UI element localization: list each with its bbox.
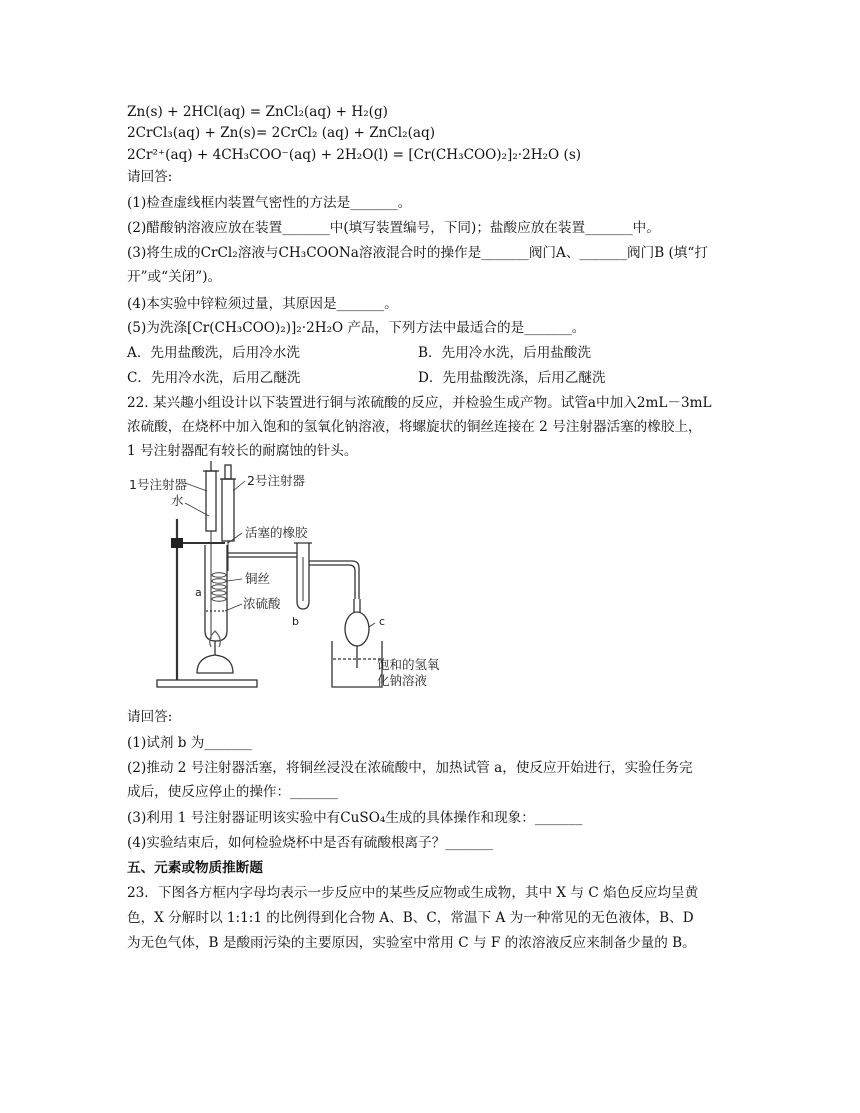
section-heading: 五、元素或物质推断题 [127,860,263,876]
q22-stem-line1: 22. 某兴趣小组设计以下装置进行铜与浓硫酸的反应，并检验生成产物。试管a中加入2mL－3mL [127,395,712,411]
equation-crcl3-zn: 2CrCl₃(aq) + Zn(s)= 2CrCl₂ (aq) + ZnCl₂(aq) [127,125,436,141]
q22-part4: (4)实验结束后，如何检验烧杯中是否有硫酸根离子？_______ [127,835,493,851]
q21-option-a: A．先用盐酸洗，后用冷水洗 [127,345,300,361]
q22-prompt: 请回答: [127,709,173,725]
figure-label-copper: 铜丝 [245,571,271,586]
q23-stem-line2: 色，X 分解时以 1:1:1 的比例得到化合物 A、B、C，常温下 A 为一种常见的无色液体，B、D [127,910,694,926]
q21-prompt: 请回答: [127,169,173,185]
q23-stem-line3: 为无色气体，B 是酸雨污染的主要原因，实验室中常用 C 与 F 的浓溶液反应来制备少量的 B。 [127,935,696,951]
q21-option-c: C．先用冷水洗，后用乙醚洗 [127,370,301,386]
figure-label-naoh-line2: 化钠溶液 [377,673,428,688]
figure-label-naoh-line1: 饱和的氢氧 [377,657,440,672]
figure-label-a: a [195,586,202,599]
figure-label-rubber: 活塞的橡胶 [245,525,308,540]
equation-chromium-acetate: 2Cr²⁺(aq) + 4CH₃COO⁻(aq) + 2H₂O(l) = [Cr(CH₃COO)₂]₂·2H₂O (s) [127,147,582,163]
figure-label-b: b [292,615,299,628]
q21-part5: (5)为洗涤[Cr(CH₃COO)₂)]₂·2H₂O 产品，下列方法中最适合的是_______。 [127,320,586,336]
figure-label-water: 水 [171,493,184,508]
figure-label-syringe1: 1号注射器 [129,477,187,492]
q21-option-d: D．先用盐酸洗涤，后用乙醚洗 [418,370,606,386]
q22-part2b: 成后，使反应停止的操作：_______ [127,784,338,800]
q21-part2: (2)醋酸钠溶液应放在装置_______中(填写装置编号，下同)；盐酸应放在装置_______中。 [127,220,660,236]
q22-part1: (1)试剂 b 为_______ [127,735,252,751]
q21-part3a: (3)将生成的CrCl₂溶液与CH₃COONa溶液混合时的操作是_______阀门A、_______阀门B (填“打 [127,245,708,261]
equation-zn-hcl: Zn(s) + 2HCl(aq) = ZnCl₂(aq) + H₂(g) [127,104,388,120]
q22-part2a: (2)推动 2 号注射器活塞，将铜丝浸没在浓硫酸中，加热试管 a，使反应开始进行，实验任务完 [127,760,693,776]
q22-stem-line2: 浓硫酸，在烧杯中加入饱和的氢氧化钠溶液，将螺旋状的铜丝连接在 2 号注射器活塞的橡胶上， [127,419,702,435]
q21-part4: (4)本实验中锌粒须过量，其原因是_______。 [127,296,398,312]
q21-part1: (1)检查虚线框内装置气密性的方法是_______。 [127,195,412,211]
q22-part3: (3)利用 1 号注射器证明该实验中有CuSO₄生成的具体操作和现象：_______ [127,810,583,826]
q21-part3b: 开”或“关闭”)。 [127,269,222,285]
figure-label-acid: 浓硫酸 [243,596,281,611]
figure-label-c: c [379,615,386,628]
q22-stem-line3: 1 号注射器配有较长的耐腐蚀的针头。 [127,443,358,459]
q21-option-b: B．先用冷水洗，后用盐酸洗 [418,345,592,361]
q23-stem-line1: 23．下图各方框内字母均表示一步反应中的某些反应物或生成物，其中 X 与 C 焰色反应均呈黄 [127,885,699,901]
copper-sulfuric-acid-apparatus-figure [127,461,440,706]
figure-label-syringe2: 2号注射器 [247,473,305,488]
